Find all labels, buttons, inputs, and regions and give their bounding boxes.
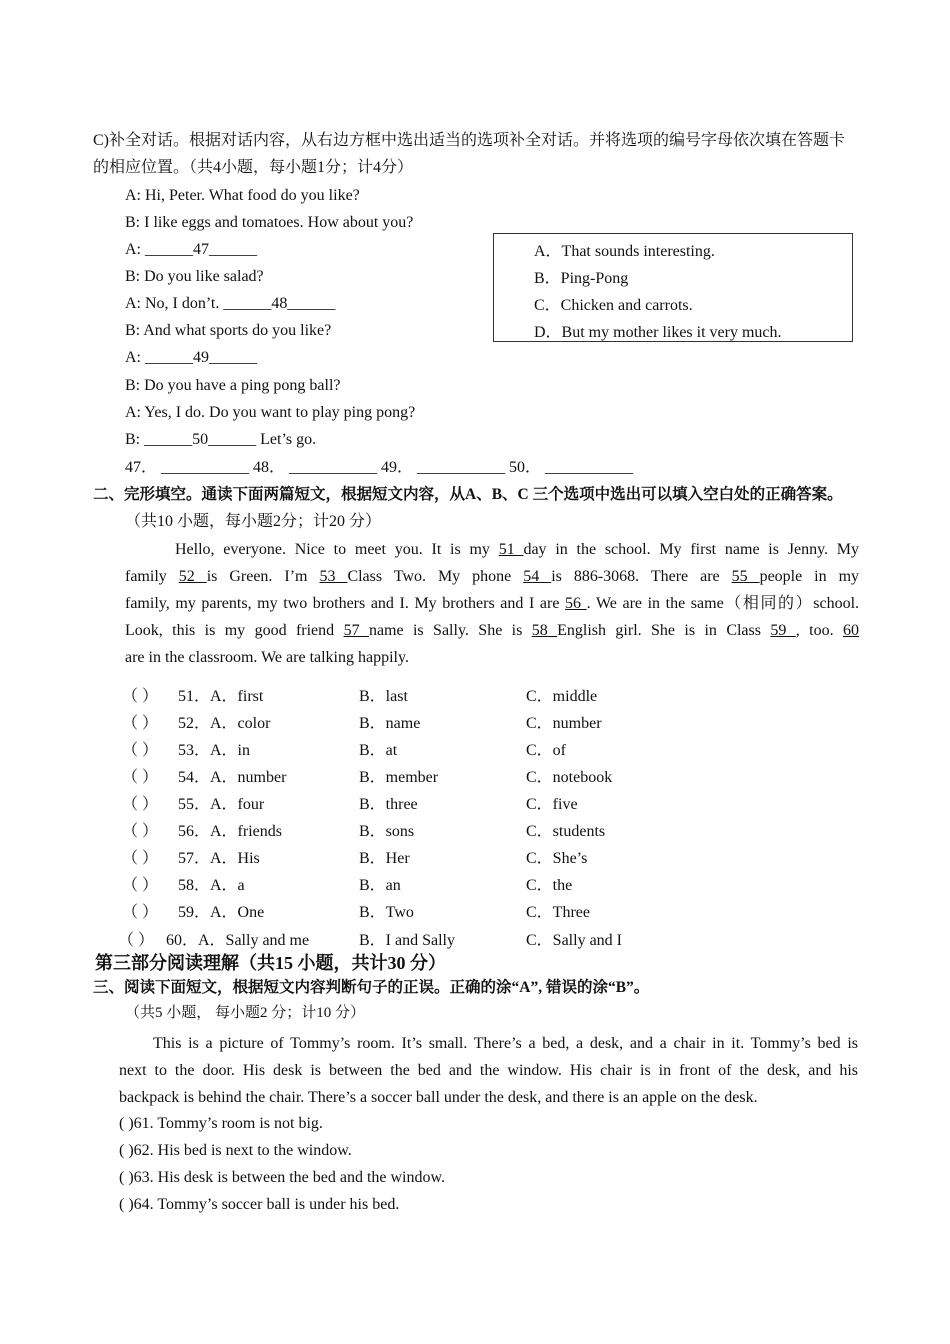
question-58-option-b: B．an xyxy=(359,877,401,894)
dialogue-line: A: Yes, I do. Do you want to play ping pong? xyxy=(125,404,416,421)
section-2-score-note: （共10 小题，每小题2分；计20 分） xyxy=(125,513,382,530)
question-52-option-b: B．name xyxy=(359,715,421,732)
section-c-instruction-line1: C)补全对话。根据对话内容，从右边方框中选出适当的选项补全对话。并将选项的编号字母依次填在答题卡 xyxy=(93,132,846,149)
question-paren[interactable]: （ ） xyxy=(122,715,159,732)
dialogue-line: B: I like eggs and tomatoes. How about you? xyxy=(125,214,414,231)
question-54-option-b: B．member xyxy=(359,769,439,786)
dialogue-line: B: And what sports do you like? xyxy=(125,322,332,339)
question-59-option-a: 59．A．One xyxy=(178,904,265,921)
question-56-option-b: B．sons xyxy=(359,823,415,840)
question-paren[interactable]: （ ） xyxy=(122,823,159,840)
question-53-option-a: 53．A．in xyxy=(178,742,251,759)
question-59-option-b: B．Two xyxy=(359,904,414,921)
dialogue-line: A: ______47______ xyxy=(125,241,257,258)
cloze-passage xyxy=(125,536,859,671)
part-3-score-note: （共5 小题， 每小题2 分；计10 分） xyxy=(125,1005,366,1021)
options-box xyxy=(493,233,853,342)
dialogue-line: B: ______50______ Let’s go. xyxy=(125,431,317,448)
blank-59: 59 xyxy=(770,622,796,639)
question-53-option-b: B．at xyxy=(359,742,398,759)
reading-passage xyxy=(119,1030,858,1111)
dialogue-line: A: Hi, Peter. What food do you like? xyxy=(125,187,360,204)
passage-line: are in the classroom. We are talking happily. xyxy=(125,649,409,666)
part-3-sub-heading: 三、阅读下面短文，根据短文内容判断句子的正误。正确的涂“A”, 错误的涂“B”。 xyxy=(93,979,650,996)
question-51-option-b: B．last xyxy=(359,688,408,705)
question-paren[interactable]: （ ） xyxy=(122,742,159,759)
question-58-option-c: C．the xyxy=(526,877,573,894)
dialogue-line: B: Do you like salad? xyxy=(125,268,264,285)
blank-56: 56 xyxy=(565,595,587,612)
question-54-option-a: 54．A．number xyxy=(178,769,287,786)
question-paren[interactable]: （ ） xyxy=(122,796,159,813)
dialogue-line: B: Do you have a ping pong ball? xyxy=(125,377,341,394)
question-55-option-c: C．five xyxy=(526,796,578,813)
question-60-option-a: 60．A．Sally and me xyxy=(166,932,310,949)
question-57-option-b: B．Her xyxy=(359,850,410,867)
blank-55: 55 xyxy=(731,568,760,585)
question-58-option-a: 58．A．a xyxy=(178,877,245,894)
statement-61[interactable]: ( )61. Tommy’s room is not big. xyxy=(119,1115,323,1132)
question-paren[interactable]: （ ） xyxy=(118,932,155,949)
question-paren[interactable]: （ ） xyxy=(122,688,159,705)
question-57-option-a: 57．A．His xyxy=(178,850,260,867)
box-option-c: C．Chicken and carrots. xyxy=(534,297,693,314)
question-60-option-c: C．Sally and I xyxy=(526,932,622,949)
passage-line: family 52 is Green. I’m 53 Class Two. My phone 54 is 886-3068. There are 55 people in my xyxy=(125,568,860,585)
box-option-a: A．That sounds interesting. xyxy=(534,243,715,260)
blank-54: 54 xyxy=(523,568,552,585)
passage-line: This is a picture of Tommy’s room. It’s small. There’s a bed, a desk, and a chair in it. Tommy’s bed is xyxy=(153,1035,858,1052)
box-option-d: D．But my mother likes it very much. xyxy=(534,324,782,341)
part-3-heading: 第三部分阅读理解（共15 小题，共计30 分） xyxy=(95,953,446,973)
statement-64[interactable]: ( )64. Tommy’s soccer ball is under his bed. xyxy=(119,1196,400,1213)
question-51-option-c: C．middle xyxy=(526,688,598,705)
question-54-option-c: C．notebook xyxy=(526,769,613,786)
dialogue-line: A: No, I don’t. ______48______ xyxy=(125,295,336,312)
answer-line: 47． ___________ 48． ___________ 49． ___________ 50． ___________ xyxy=(125,459,634,476)
section-c-instruction-line2: 的相应位置。（共4小题，每小题1分；计4分） xyxy=(93,159,414,176)
blank-57: 57 xyxy=(343,622,369,639)
question-56-option-c: C．students xyxy=(526,823,606,840)
question-57-option-c: C．She’s xyxy=(526,850,588,867)
question-paren[interactable]: （ ） xyxy=(122,877,159,894)
passage-line: Look, this is my good friend 57 name is Sally. She is 58 English girl. She is in Class 59 , too. 60 xyxy=(125,622,860,639)
dialogue-line: A: ______49______ xyxy=(125,349,257,366)
question-59-option-c: C．Three xyxy=(526,904,590,921)
passage-line: family, my parents, my two brothers and I. My brothers and I are 56 . We are in the same（相同的）school. xyxy=(125,595,860,612)
question-55-option-b: B．three xyxy=(359,796,418,813)
question-51-option-a: 51．A．first xyxy=(178,688,264,705)
passage-line: backpack is behind the chair. There’s a soccer ball under the desk, and there is an apple on the desk. xyxy=(119,1089,758,1106)
section-2-heading: 二、完形填空。通读下面两篇短文，根据短文内容，从A、B、C 三个选项中选出可以填入空白处的正确答案。 xyxy=(93,486,843,503)
question-56-option-a: 56．A．friends xyxy=(178,823,282,840)
question-52-option-c: C．number xyxy=(526,715,602,732)
statement-62[interactable]: ( )62. His bed is next to the window. xyxy=(119,1142,352,1159)
passage-line: next to the door. His desk is between the bed and the window. His chair is in front of the desk, and his xyxy=(119,1062,858,1079)
blank-51: 51 xyxy=(498,541,524,558)
statement-63[interactable]: ( )63. His desk is between the bed and the window. xyxy=(119,1169,445,1186)
box-option-b: B．Ping-Pong xyxy=(534,270,629,287)
blank-60: 60 xyxy=(843,622,860,639)
question-53-option-c: C．of xyxy=(526,742,567,759)
blank-52: 52 xyxy=(178,568,207,585)
question-paren[interactable]: （ ） xyxy=(122,769,159,786)
blank-58: 58 xyxy=(531,622,558,639)
question-paren[interactable]: （ ） xyxy=(122,850,159,867)
passage-line: Hello, everyone. Nice to meet you. It is my 51 day in the school. My first name is Jenny. My xyxy=(175,541,860,558)
blank-53: 53 xyxy=(319,568,348,585)
question-52-option-a: 52．A．color xyxy=(178,715,271,732)
question-60-option-b: B．I and Sally xyxy=(359,932,455,949)
question-55-option-a: 55．A．four xyxy=(178,796,265,813)
question-paren[interactable]: （ ） xyxy=(122,904,159,921)
